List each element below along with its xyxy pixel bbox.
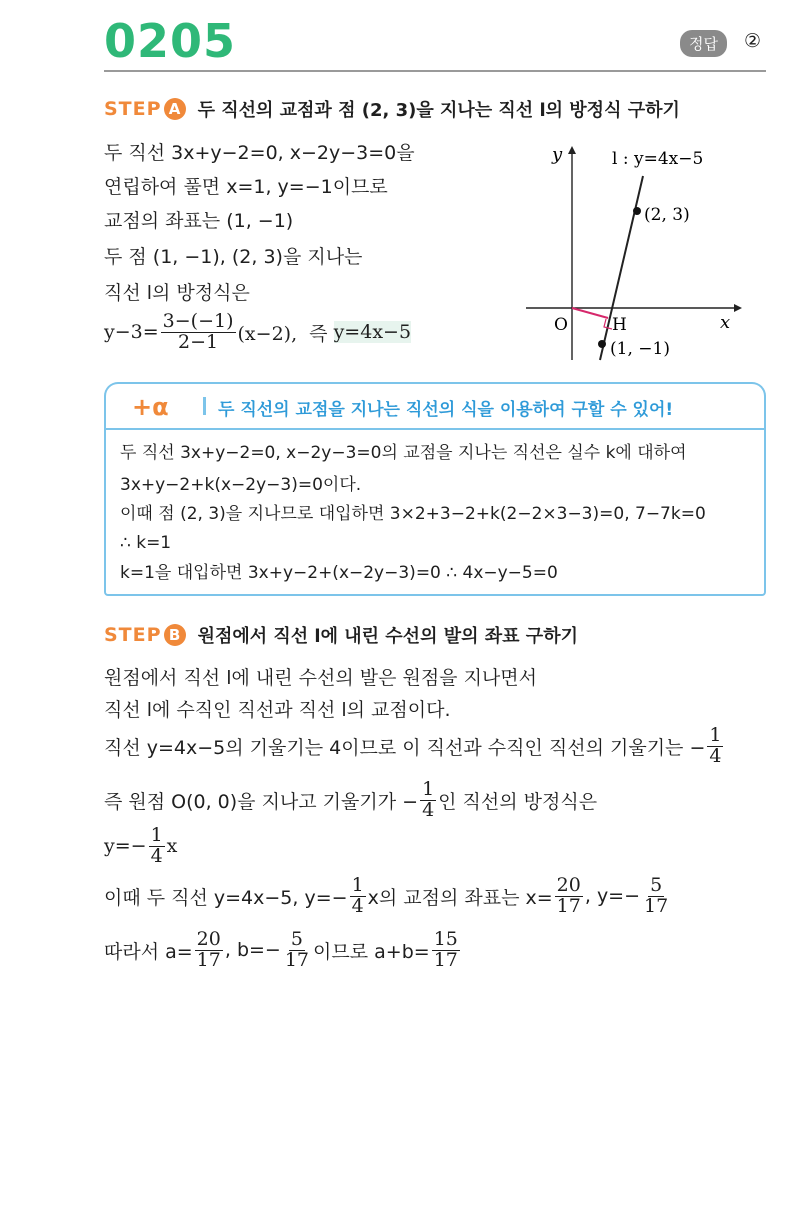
frac-den: 17 bbox=[644, 894, 669, 917]
point-2-3-label: (2, 3) bbox=[644, 205, 690, 225]
tip-heading: 두 직선의 교점을 지나는 직선의 식을 이용하여 구할 수 있어! bbox=[218, 400, 674, 420]
frac-den: 17 bbox=[433, 948, 458, 971]
answer-value: ② bbox=[744, 30, 762, 52]
slope-numerator: 3−(−1) bbox=[162, 310, 234, 332]
frac-num: 15 bbox=[433, 928, 458, 950]
plus-alpha-icon: +α bbox=[132, 393, 169, 421]
a-fraction bbox=[195, 930, 223, 971]
line-equation-result: y=4x−5 bbox=[333, 321, 412, 344]
tip-line-5: k=1을 대입하면 3x+y−2+(x−2y−3)=0 ∴ 4x−y−5=0 bbox=[120, 563, 558, 583]
perp-text-b: 인 직선의 방정식은 bbox=[438, 790, 598, 813]
frac-num: 5 bbox=[290, 928, 303, 950]
coordinate-graph bbox=[520, 138, 750, 366]
step-b-perp-line bbox=[104, 780, 597, 821]
eq-rhs: x bbox=[166, 835, 178, 858]
inter-frac-1 bbox=[350, 876, 366, 917]
inter-text-a: 이때 두 직선 y=4x−5, y=− bbox=[104, 886, 348, 909]
problem-number: 0205 bbox=[104, 14, 237, 68]
eq-fraction bbox=[149, 826, 165, 867]
point-1-neg1-label: (1, −1) bbox=[610, 339, 670, 359]
point-1-neg1 bbox=[598, 340, 606, 348]
final-text-c: 이므로 a+b= bbox=[313, 940, 430, 963]
step-b-heading bbox=[104, 622, 578, 648]
step-a-icon: A bbox=[164, 98, 186, 120]
frac-den: 4 bbox=[709, 744, 722, 767]
step-a-line-2: 연립하여 풀면 x=1, y=−1이므로 bbox=[104, 176, 388, 198]
origin-label: O bbox=[554, 315, 568, 335]
y-axis-label: y bbox=[552, 144, 563, 165]
frac-den: 4 bbox=[422, 798, 435, 821]
frac-num: 1 bbox=[709, 724, 722, 746]
frac-num: 1 bbox=[351, 874, 364, 896]
inter-text-c: , y=− bbox=[584, 885, 641, 908]
step-b-line-2: 직선 l에 수직인 직선과 직선 l의 교점이다. bbox=[104, 699, 451, 721]
final-text-b: , b=− bbox=[224, 939, 281, 962]
sum-fraction bbox=[432, 930, 460, 971]
answer-badge: 정답 bbox=[680, 30, 727, 57]
step-a-title: 두 직선의 교점과 점 (2, 3)을 지나는 직선 l의 방정식 구하기 bbox=[197, 100, 680, 121]
intersection-line bbox=[104, 876, 672, 917]
step-b-title: 원점에서 직선 l에 내린 수선의 발의 좌표 구하기 bbox=[197, 626, 578, 647]
frac-den: 17 bbox=[196, 948, 221, 971]
tip-line-3: 이때 점 (2, 3)을 지나므로 대입하면 3×2+3−2+k(2−2×3−3)=0, 7−7k=0 bbox=[120, 504, 706, 524]
step-a-line-5: 직선 l의 방정식은 bbox=[104, 282, 250, 304]
frac-num: 20 bbox=[196, 928, 221, 950]
eq-lhs: y=− bbox=[104, 835, 147, 858]
slope-text: 직선 y=4x−5의 기울기는 4이므로 이 직선과 수직인 직선의 기울기는 − bbox=[104, 736, 706, 759]
perpendicular-segment bbox=[572, 308, 608, 318]
step-a-line-3: 교점의 좌표는 (1, −1) bbox=[104, 210, 294, 232]
frac-den: 17 bbox=[284, 948, 310, 971]
perp-text-a: 즉 원점 O(0, 0)을 지나고 기울기가 − bbox=[104, 790, 419, 813]
frac-den: 17 bbox=[556, 894, 581, 917]
perp-slope-fraction bbox=[707, 726, 723, 767]
inter-text-b: x의 교점의 좌표는 x= bbox=[367, 886, 553, 909]
frac-num: 1 bbox=[150, 824, 163, 846]
frac-den: 4 bbox=[150, 844, 163, 867]
perp-line-equation bbox=[104, 826, 177, 867]
final-line bbox=[104, 930, 462, 971]
inter-x-fraction bbox=[555, 876, 583, 917]
eq-rest: (x−2), 즉 bbox=[237, 322, 334, 345]
tip-line-4: ∴ k=1 bbox=[120, 533, 172, 553]
step-a-line-1: 두 직선 3x+y−2=0, x−2y−3=0을 bbox=[104, 142, 415, 164]
tip-line-2: 3x+y−2+k(x−2y−3)=0이다. bbox=[120, 475, 362, 495]
frac-num: 5 bbox=[650, 874, 663, 896]
tip-divider bbox=[203, 397, 206, 415]
frac-num: 20 bbox=[556, 874, 581, 896]
frac-num: 1 bbox=[422, 778, 435, 800]
step-b-line-1: 원점에서 직선 l에 내린 수선의 발은 원점을 지나면서 bbox=[104, 667, 537, 689]
x-axis-label: x bbox=[720, 312, 731, 333]
inter-y-fraction bbox=[642, 876, 670, 917]
tip-line-1: 두 직선 3x+y−2=0, x−2y−3=0의 교점을 지나는 직선은 실수 k에 대하여 bbox=[120, 443, 687, 463]
perp-slope-fraction-2 bbox=[420, 780, 436, 821]
step-label: STEP bbox=[104, 624, 162, 646]
frac-den: 4 bbox=[351, 894, 364, 917]
point-2-3 bbox=[633, 207, 641, 215]
step-b-icon: B bbox=[164, 624, 186, 646]
eq-lhs: y−3= bbox=[104, 321, 159, 344]
header-divider bbox=[104, 70, 766, 72]
step-b-slope-line bbox=[104, 726, 725, 767]
slope-denominator: 2−1 bbox=[178, 330, 219, 353]
step-a-heading bbox=[104, 96, 680, 122]
final-text-a: 따라서 a= bbox=[104, 940, 193, 963]
line-l-label: l : y=4x−5 bbox=[612, 149, 704, 169]
step-a-line-4: 두 점 (1, −1), (2, 3)을 지나는 bbox=[104, 246, 363, 268]
step-label: STEP bbox=[104, 98, 162, 120]
foot-label-h: H bbox=[612, 315, 627, 335]
b-fraction bbox=[283, 930, 311, 971]
slope-fraction bbox=[161, 312, 236, 353]
step-a-equation bbox=[104, 312, 411, 353]
